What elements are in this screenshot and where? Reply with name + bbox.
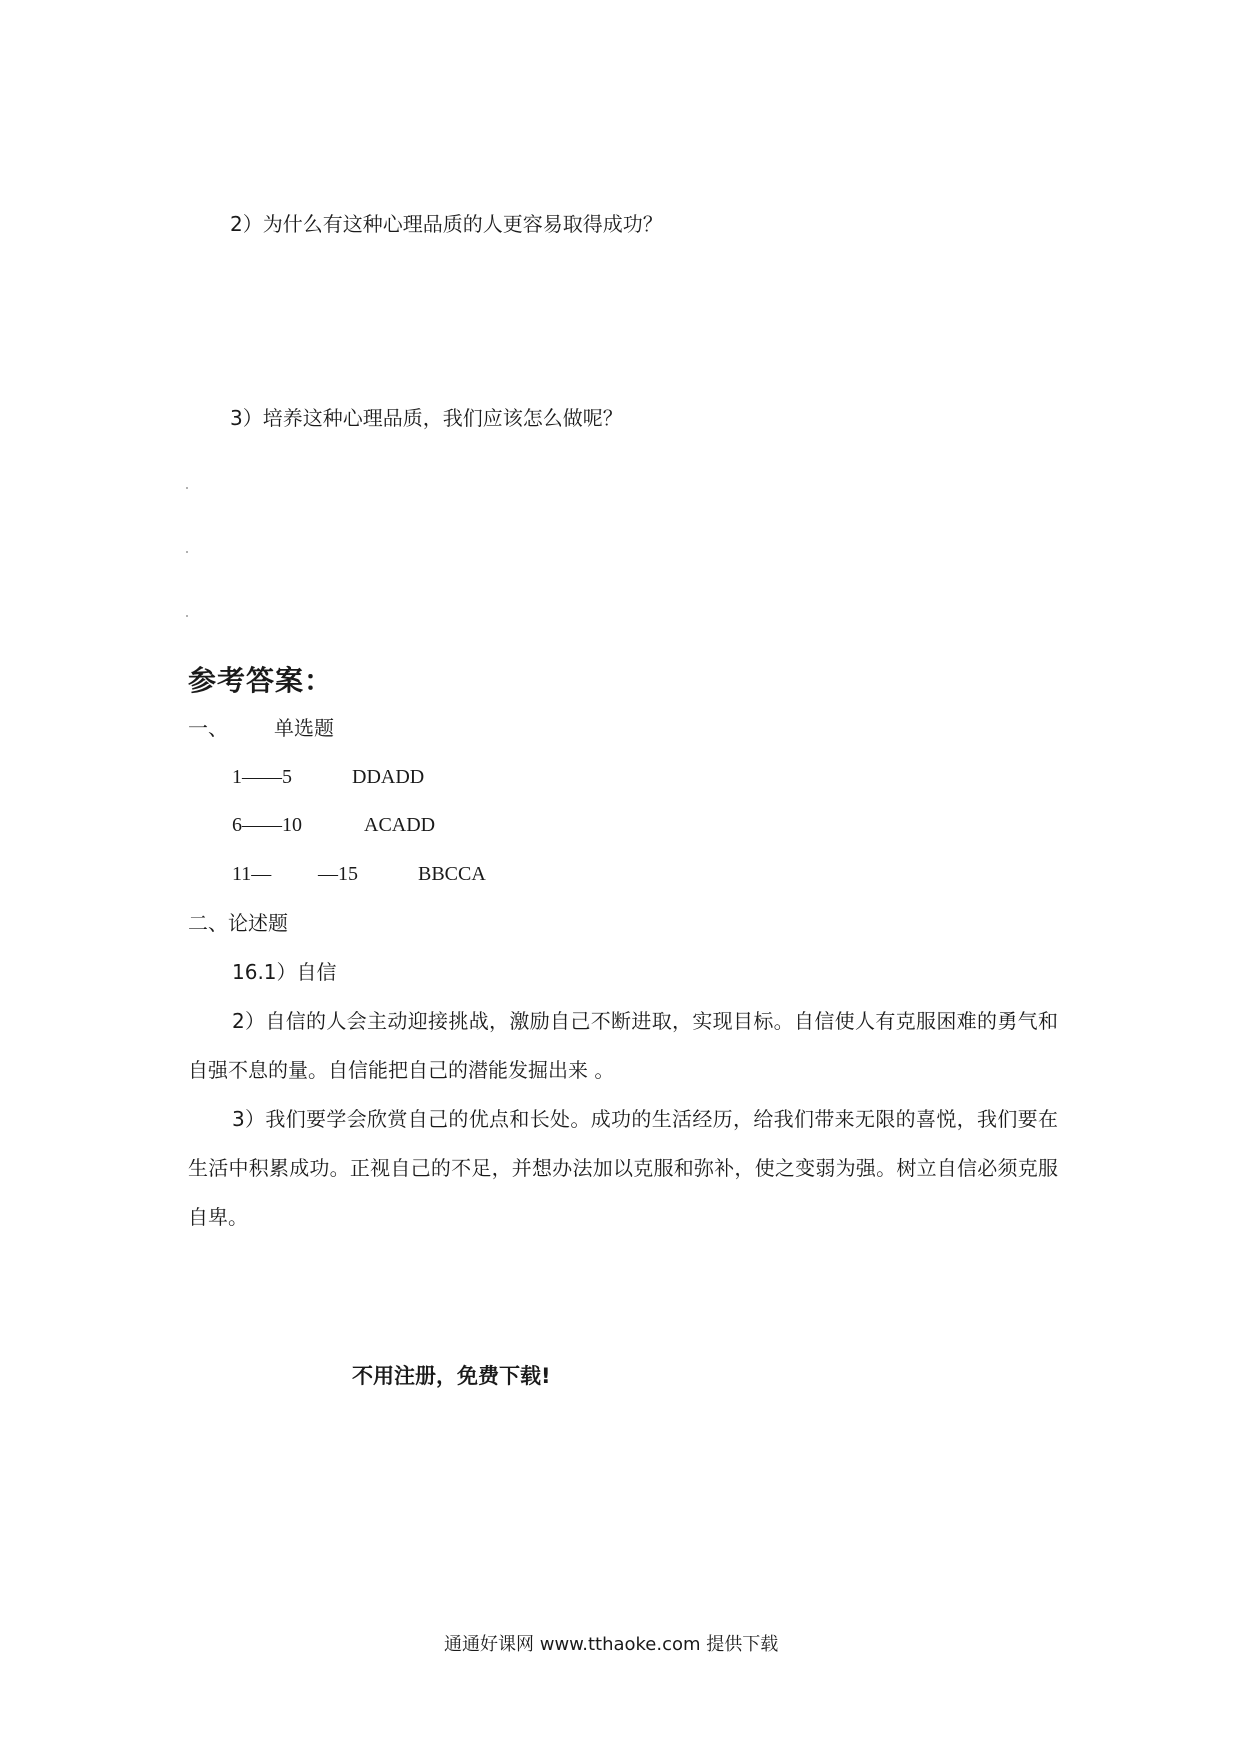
answer-row-range-start: 11—: [232, 863, 272, 885]
answers-title: 参考答案：: [188, 664, 334, 697]
question-2: 2）为什么有这种心理品质的人更容易取得成功？: [230, 212, 663, 236]
answer-16-2: 2）自信的人会主动迎接挑战，激励自己不断进取，实现目标。自信使人有克服困难的勇气和自强不息的量。自信能把自己的潜能发掘出来 。: [188, 1009, 1058, 1082]
answer-row-value: BBCCA: [418, 863, 486, 885]
scan-speck: [186, 551, 188, 553]
promo-text: 不用注册，免费下载!: [352, 1364, 551, 1388]
answer-16-1: 16.1）自信: [232, 960, 337, 984]
answer-row-value: DDADD: [352, 766, 425, 788]
section1-title: 单选题: [274, 716, 334, 740]
answer-16-3: 3）我们要学会欣赏自己的优点和长处。成功的生活经历，给我们带来无限的喜悦，我们要在生活中积累成功。正视自己的不足，并想办法加以克服和弥补，使之变弱为强。树立自信必须克服自卑。: [188, 1107, 1058, 1229]
scan-speck: [186, 487, 188, 489]
answer-row-value: ACADD: [364, 814, 436, 836]
answer-row-range: 1——5: [232, 766, 292, 788]
answer-row-range: 6——10: [232, 814, 302, 836]
question-3: 3）培养这种心理品质，我们应该怎么做呢？: [230, 406, 623, 430]
section1-label: 一、: [188, 716, 228, 740]
section2-heading: 二、论述题: [188, 911, 288, 935]
footer-credit: 通通好课网 www.tthaoke.com 提供下载: [444, 1634, 779, 1655]
answer-row-range-end: —15: [318, 863, 358, 885]
scan-speck: [186, 615, 188, 617]
